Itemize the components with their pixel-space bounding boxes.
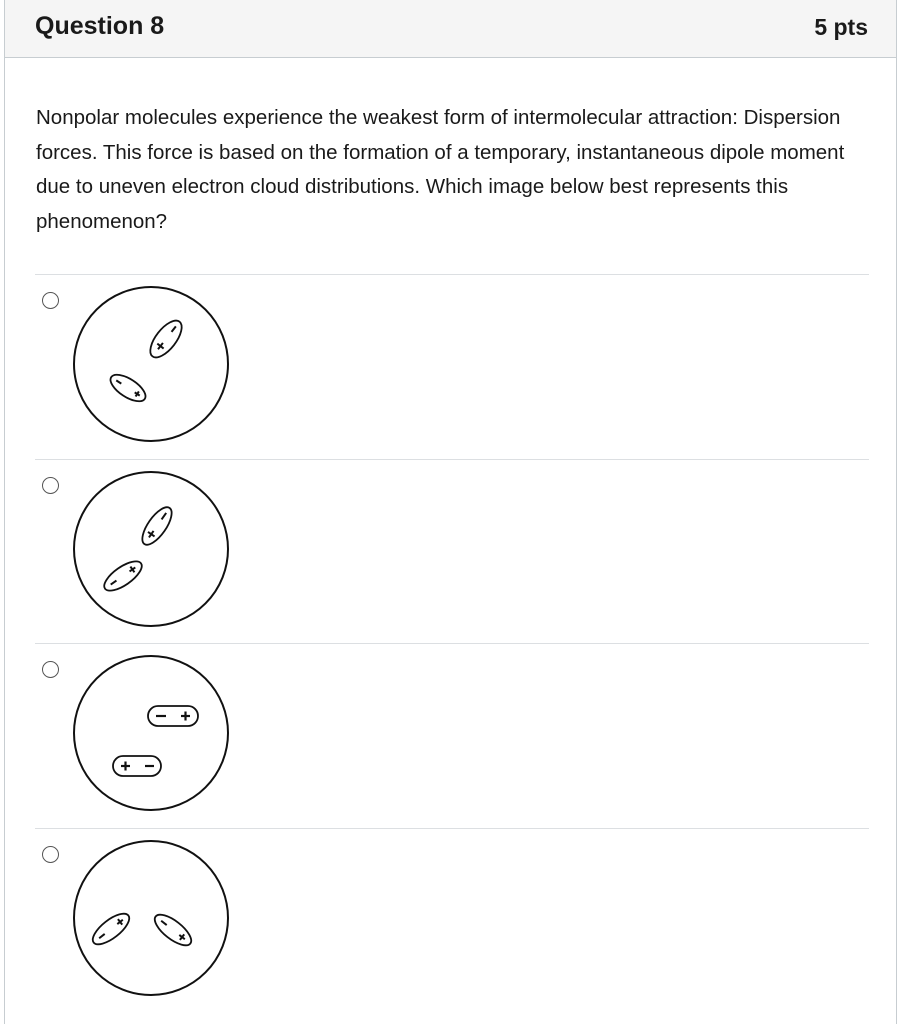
answer-radio-c[interactable] <box>42 661 59 678</box>
question-points: 5 pts <box>814 14 868 40</box>
question-card <box>4 0 897 1024</box>
question-title: Question 8 <box>35 12 165 40</box>
dipole-diagram-a-icon <box>71 283 231 445</box>
dipole-diagram-c-icon <box>71 652 231 814</box>
answer-option-a[interactable] <box>35 274 869 458</box>
answer-option-b[interactable] <box>35 459 869 643</box>
question-text: Nonpolar molecules experience the weakest form of intermolecular attraction: Dispersion forces. This force is based on the formation of a temporary, instantaneous dipole moment due to uneven electron cloud distributions. Which image below best represents this phenomenon? <box>36 106 845 233</box>
answer-radio-d[interactable] <box>42 846 59 863</box>
dipole-diagram-d-icon <box>71 837 231 999</box>
answer-option-c[interactable] <box>35 643 869 827</box>
question-header <box>5 0 896 58</box>
answer-radio-b[interactable] <box>42 477 59 494</box>
answer-radio-a[interactable] <box>42 292 59 309</box>
answer-option-d[interactable] <box>35 828 869 1012</box>
dipole-diagram-b-icon <box>71 468 231 630</box>
